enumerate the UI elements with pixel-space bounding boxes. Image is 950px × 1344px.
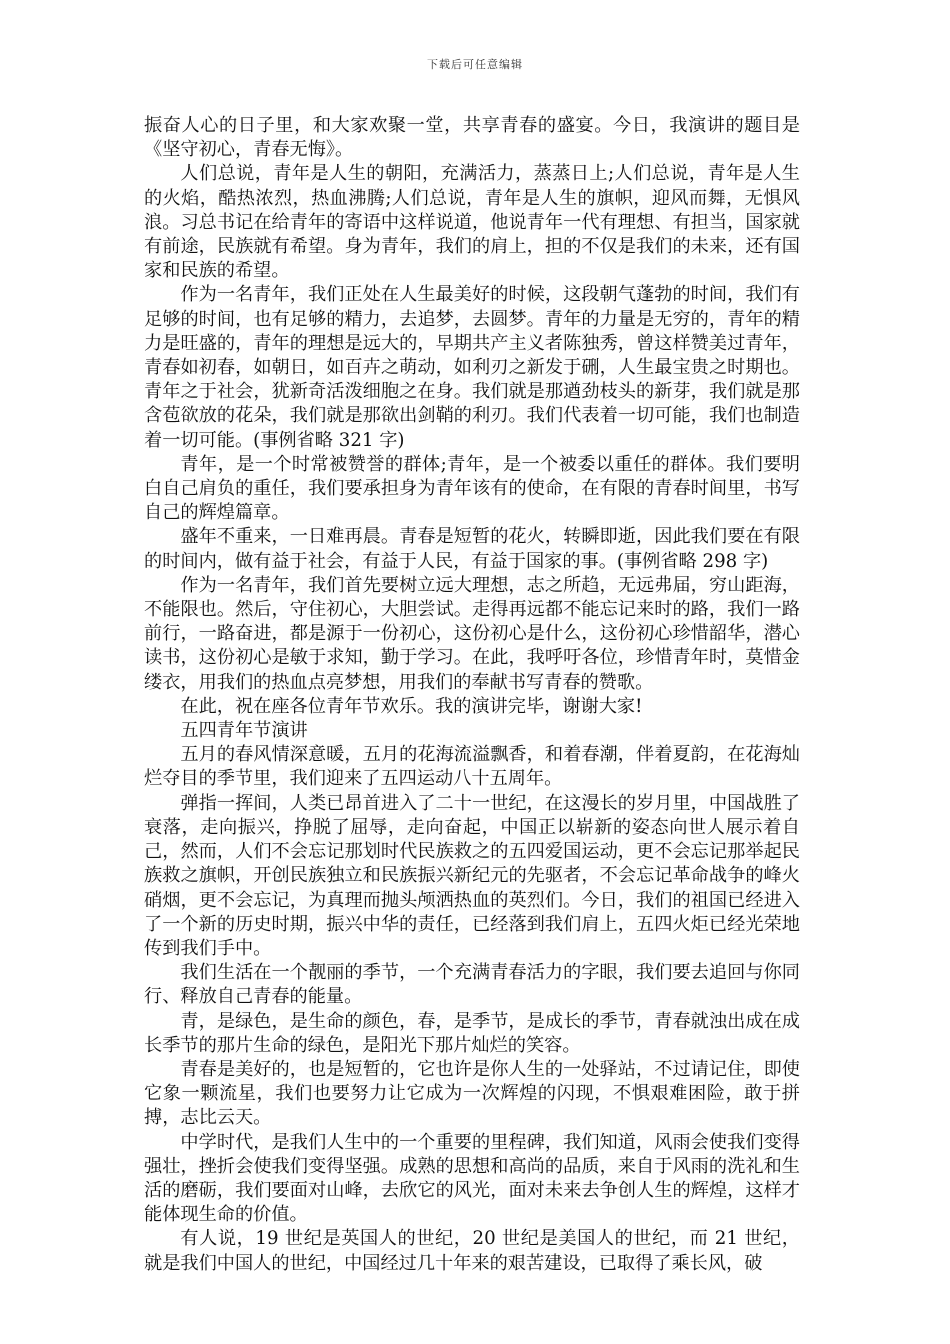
- document-body: [144, 114, 800, 1276]
- paragraph: 在此，祝在座各位青年节欢乐。我的演讲完毕，谢谢大家!: [180, 695, 643, 717]
- paragraph: 青春是美好的，也是短暂的，它也许是你人生的一处驿站，不过请记住，即使它象一颗流星，我们也要努力让它成为一次辉煌的闪现，不惧艰难困险，敢于拼搏，志比云天。: [144, 1058, 800, 1129]
- paragraph: 弹指一挥间，人类已昂首进入了二十一世纪，在这漫长的岁月里，中国战胜了衰落，走向振兴，挣脱了屈辱，走向奋起，中国正以崭新的姿态向世人展示着自己，然而，人们不会忘记那划时代民族救之的五四爱国运动，更不会忘记那举起民族救之旗帜，开创民族独立和民族振兴新纪元的先驱者，不会忘记革命战争的峰火硝烟，更不会忘记，为真理而抛头颅洒热血的英烈们。今日，我们的祖国已经进入了一个新的历史时期，振兴中华的责任，已经落到我们肩上，五四火炬已经光荣地传到我们手中。: [144, 792, 800, 959]
- paragraph: 青，是绿色，是生命的颜色，春，是季节，是成长的季节，青春就浊出成在成长季节的那片生命的绿色，是阳光下那片灿烂的笑容。: [144, 1010, 800, 1056]
- paragraph: 人们总说，青年是人生的朝阳，充满活力，蒸蒸日上;人们总说，青年是人生的火焰，酷热浓烈，热血沸腾;人们总说，青年是人生的旗帜，迎风而舞，无惧风浪。习总书记在给青年的寄语中这样说道，他说青年一代有理想、有担当，国家就有前途，民族就有希望。身为青年，我们的肩上，担的不仅是我们的未来，还有国家和民族的希望。: [144, 163, 800, 282]
- paragraph: 中学时代，是我们人生中的一个重要的里程碑，我们知道，风雨会使我们变得强壮，挫折会使我们变得坚强。成熟的思想和高尚的品质，来自于风雨的洗礼和生活的磨砺，我们要面对山峰，去欣它的风光，面对未来去争创人生的辉煌，这样才能体现生命的价值。: [144, 1131, 800, 1226]
- paragraph: 青年，是一个时常被赞誉的群体;青年，是一个被委以重任的群体。我们要明白自己肩负的重任，我们要承担身为青年该有的使命，在有限的青春时间里，书写自己的辉煌篇章。: [144, 453, 800, 524]
- paragraph: 作为一名青年，我们正处在人生最美好的时候，这段朝气蓬勃的时间，我们有足够的时间，也有足够的精力，去追梦，去圆梦。青年的力量是无穷的，青年的精力是旺盛的，青年的理想是远大的，早期共产主义者陈独秀，曾这样赞美过青年，青春如初春，如朝日，如百卉之萌动，如利刃之新发于硎，人生最宝贵之时期也。青年之于社会，犹新奇活泼细胞之在身。我们就是那遒劲枝头的新芽，我们就是那含苞欲放的花朵，我们就是那欲出剑鞘的利刃。我们代表着一切可能，我们也制造着一切可能。(事例省略 321 字): [144, 284, 800, 451]
- paragraph: 振奋人心的日子里，和大家欢聚一堂，共享青春的盛宴。今日，我演讲的题目是《坚守初心，青春无悔》。: [144, 115, 800, 161]
- paragraph: 盛年不重来，一日难再晨。青春是短暂的花火，转瞬即逝，因此我们要在有限的时间内，做有益于社会，有益于人民，有益于国家的事。(事例省略 298 字): [144, 526, 800, 572]
- paragraph: 作为一名青年，我们首先要树立远大理想，志之所趋，无远弗届，穷山距海，不能限也。然后，守住初心，大胆尝试。走得再远都不能忘记来时的路，我们一路前行，一路奋进，都是源于一份初心，这份初心是什么，这份初心珍惜韶华，潜心读书，这份初心是敏于求知，勤于学习。在此，我呼吁各位，珍惜青年时，莫惜金缕衣，用我们的热血点亮梦想，用我们的奉献书写青春的赞歌。: [144, 574, 800, 693]
- paragraph: 五月的春风情深意暖，五月的花海流溢飘香，和着春潮，伴着夏韵，在花海灿烂夺目的季节里，我们迎来了五四运动八十五周年。: [144, 744, 800, 790]
- paragraph: 我们生活在一个靓丽的季节，一个充满青春活力的字眼，我们要去追回与你同行、释放自己青春的能量。: [144, 962, 800, 1008]
- page-header-note: 下载后可任意编辑: [427, 58, 523, 71]
- paragraph: 有人说，19 世纪是英国人的世纪，20 世纪是美国人的世纪，而 21 世纪，就是我们中国人的世纪，中国经过几十年来的艰苦建设，已取得了乘长风，破: [144, 1228, 800, 1274]
- section-title: 五四青年节演讲: [180, 720, 308, 742]
